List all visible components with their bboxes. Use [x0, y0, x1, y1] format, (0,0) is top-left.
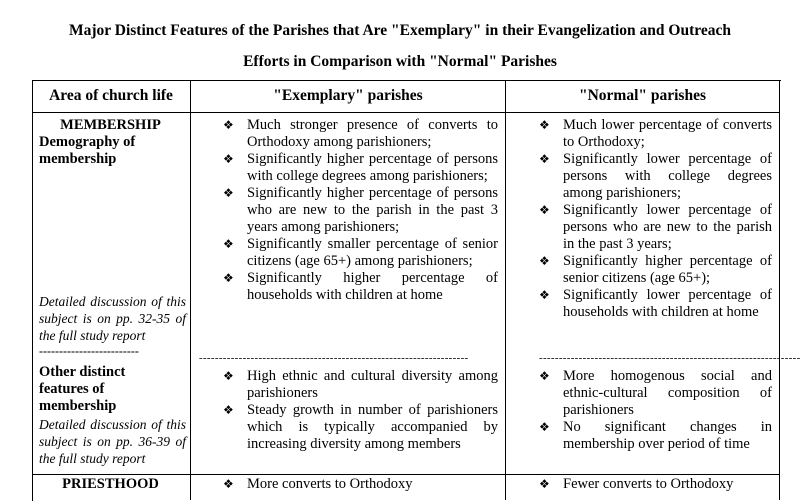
- diamond-bullet-icon: ❖: [539, 118, 550, 132]
- list-item: ❖ Significantly lower percentage of persons with college degrees among parishioners;: [539, 151, 772, 201]
- list-item: ❖ Significantly higher percentage of persons who are new to the parish in the past 3 years among parishioners;: [223, 185, 498, 235]
- exemplary-membership-list: [217, 117, 498, 304]
- diamond-bullet-icon: ❖: [539, 203, 550, 217]
- list-item: ❖ Significantly lower percentage of households with children at home: [539, 287, 772, 320]
- diamond-bullet-icon: ❖: [539, 288, 550, 302]
- exemplary-priesthood-list: [217, 476, 498, 493]
- header-normal: "Normal" parishes: [579, 87, 706, 104]
- list-item: ❖ Significantly higher percentage of persons with college degrees among parishioners;: [223, 151, 498, 184]
- list-item: ❖ Much lower percentage of converts to Orthodoxy;: [539, 117, 772, 150]
- list-item: ❖ Significantly higher percentage of senior citizens (age 65+);: [539, 253, 772, 286]
- list-item: ❖ More converts to Orthodoxy: [223, 476, 413, 492]
- list-item: ❖ High ethnic and cultural diversity among parishioners: [223, 368, 498, 401]
- priesthood-heading: PRIESTHOOD: [62, 476, 159, 492]
- list-item: ❖ Significantly higher percentage of households with children at home: [223, 270, 498, 303]
- membership-divider: -------------------------: [39, 344, 139, 358]
- diamond-bullet-icon: ❖: [223, 271, 234, 285]
- diamond-bullet-icon: ❖: [539, 477, 550, 491]
- header-exemplary: "Exemplary" parishes: [273, 87, 423, 104]
- diamond-bullet-icon: ❖: [223, 152, 234, 166]
- normal-membership-list: [533, 117, 772, 321]
- diamond-bullet-icon: ❖: [223, 477, 234, 491]
- membership-note: Detailed discussion of this subject is on pp. 32-35 of the full study report: [39, 294, 186, 343]
- list-item: ❖ Fewer converts to Orthodoxy: [539, 476, 734, 492]
- exemplary-section-divider: --------------------------------------------------------------------: [199, 352, 469, 364]
- diamond-bullet-icon: ❖: [539, 420, 550, 434]
- exemplary-other-list: [217, 368, 498, 453]
- normal-other-list: [533, 368, 772, 453]
- diamond-bullet-icon: ❖: [223, 237, 234, 251]
- list-item: ❖ Significantly smaller percentage of senior citizens (age 65+) among parishioners;: [223, 236, 498, 269]
- column-divider-2: [505, 80, 506, 500]
- list-item: ❖ Much stronger presence of converts to Orthodoxy among parishioners;: [223, 117, 498, 150]
- other-features-note: Detailed discussion of this subject is on pp. 36-39 of the full study report: [39, 417, 186, 466]
- column-divider-1: [190, 80, 191, 500]
- membership-heading: MEMBERSHIP: [60, 117, 161, 133]
- list-item: ❖ Steady growth in number of parishioners which is typically accompanied by increasing diversity among members: [223, 402, 498, 452]
- header-row-divider: [32, 112, 780, 113]
- page-title-line1: Major Distinct Features of the Parishes that Are "Exemplary" in their Evangelization and Outreach: [69, 22, 731, 39]
- diamond-bullet-icon: ❖: [223, 403, 234, 417]
- normal-priesthood-list: [533, 476, 772, 493]
- priesthood-row-divider: [32, 474, 780, 475]
- diamond-bullet-icon: ❖: [223, 369, 234, 383]
- list-item: ❖ Significantly lower percentage of persons who are new to the parish in the past 3 years;: [539, 202, 772, 252]
- diamond-bullet-icon: ❖: [539, 152, 550, 166]
- normal-section-divider: ------------------------------------------------------------------: [539, 352, 801, 364]
- diamond-bullet-icon: ❖: [223, 186, 234, 200]
- list-item: ❖ More homogenous social and ethnic-cultural composition of parishioners: [539, 368, 772, 418]
- page-title-line2: Efforts in Comparison with "Normal" Parishes: [243, 53, 557, 70]
- membership-subheading: Demography of membership: [39, 134, 136, 167]
- diamond-bullet-icon: ❖: [539, 254, 550, 268]
- diamond-bullet-icon: ❖: [223, 118, 234, 132]
- other-features-heading: Other distinct features of membership: [39, 364, 126, 414]
- column-divider-3: [779, 80, 780, 500]
- header-area: Area of church life: [49, 87, 173, 104]
- list-item: ❖ No significant changes in membership over period of time: [539, 419, 772, 452]
- diamond-bullet-icon: ❖: [539, 369, 550, 383]
